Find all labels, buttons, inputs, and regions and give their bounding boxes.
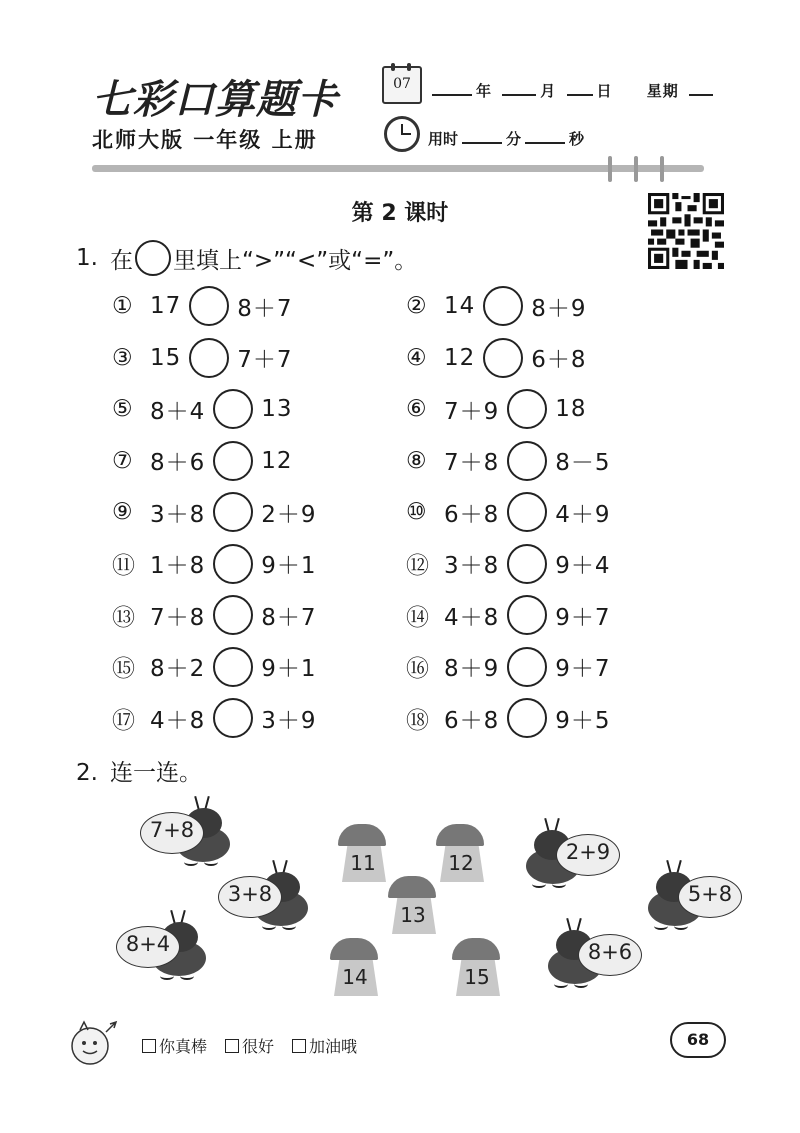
problem-left: 8＋6 [150, 450, 206, 476]
divider-peg [634, 156, 638, 182]
edition-label: 北师大版 一年级 上册 [92, 128, 318, 152]
answer-circle[interactable] [507, 441, 547, 481]
house-number: 15 [464, 965, 490, 989]
problem-right: 9＋4 [555, 553, 611, 579]
checkbox-icon[interactable] [225, 1039, 239, 1053]
calendar-label: 07 [393, 76, 411, 92]
problem-right: 9＋7 [555, 604, 611, 631]
house-number: 11 [350, 851, 376, 875]
problem-index: ⑫ [406, 553, 430, 579]
problem-right: 4＋9 [555, 501, 611, 528]
problem-left: 14 [444, 293, 476, 319]
question-1-text-before: 在 [109, 247, 133, 274]
problem-index: ⑦ [112, 447, 134, 474]
answer-circle[interactable] [507, 595, 547, 635]
comparison-problem [406, 336, 587, 380]
date-line [428, 80, 717, 101]
bee-expression: 5+8 [687, 882, 733, 906]
comparison-problem [406, 439, 611, 483]
comparison-problem [406, 696, 611, 740]
question-2-text: 连一连。 [109, 760, 202, 786]
problem-right: 9＋1 [261, 656, 317, 682]
answer-circle[interactable] [213, 595, 253, 635]
date-weekday-label: 星期 [646, 82, 679, 100]
clock-icon [384, 116, 420, 152]
problem-index: ③ [112, 344, 134, 371]
date-day-label: 日 [596, 82, 613, 100]
date-month-label: 月 [540, 82, 557, 100]
bee-expression: 3+8 [227, 882, 273, 906]
divider-peg [660, 156, 664, 182]
problem-right: 12 [261, 447, 293, 474]
comparison-problem [406, 387, 587, 431]
house-card[interactable] [450, 938, 504, 998]
bee-expression: 2+9 [565, 840, 611, 864]
answer-circle[interactable] [213, 544, 253, 584]
problem-right: 8＋7 [237, 295, 293, 322]
problem-left: 6＋8 [444, 501, 500, 528]
time-used-label: 用时 [428, 130, 459, 148]
comparison-problem [112, 336, 293, 380]
bee-expression: 7+8 [149, 818, 195, 842]
problem-right: 18 [555, 396, 587, 422]
problem-right: 9＋7 [555, 656, 611, 682]
problem-right: 8＋9 [531, 295, 587, 322]
header-divider [92, 165, 704, 172]
bee-card[interactable] [518, 818, 618, 898]
problem-right: 2＋9 [261, 501, 317, 528]
answer-circle[interactable] [507, 698, 547, 738]
problem-index: ⑨ [112, 499, 134, 525]
problem-index: ⑬ [112, 604, 136, 631]
question-1-number: 1. [76, 245, 98, 271]
problem-right: 8＋7 [261, 604, 317, 631]
problem-left: 4＋8 [150, 707, 206, 734]
page-number: 68 [670, 1022, 726, 1058]
problem-right: 6＋8 [531, 347, 587, 373]
rating-option[interactable]: 很好 [225, 1034, 274, 1057]
answer-circle[interactable] [213, 647, 253, 687]
problem-index: ⑰ [112, 707, 136, 734]
problem-left: 8＋4 [150, 398, 206, 425]
problem-index: ⑯ [406, 656, 430, 682]
comparison-problem [112, 645, 317, 689]
comparison-problem [112, 593, 317, 637]
problem-right: 9＋1 [261, 553, 317, 579]
answer-circle[interactable] [213, 441, 253, 481]
problem-index: ⑤ [112, 396, 134, 422]
problem-left: 3＋8 [444, 553, 500, 579]
comparison-problem [112, 284, 293, 328]
house-card[interactable] [336, 824, 390, 884]
comparison-problem [112, 387, 293, 431]
house-card[interactable] [328, 938, 382, 998]
problem-right: 3＋9 [261, 707, 317, 734]
answer-circle[interactable] [189, 286, 229, 326]
answer-circle[interactable] [507, 544, 547, 584]
bee-card[interactable] [540, 918, 640, 998]
comparison-problem [406, 542, 611, 586]
problem-left: 12 [444, 344, 476, 371]
problem-left: 15 [150, 344, 182, 371]
time-min-label: 分 [506, 130, 522, 148]
question-2-number: 2. [76, 760, 98, 786]
problem-right: 8－5 [555, 450, 611, 476]
answer-circle[interactable] [189, 338, 229, 378]
comparison-problem [406, 593, 611, 637]
house-number: 14 [342, 965, 368, 989]
problem-right: 7＋7 [237, 347, 293, 373]
time-sec-label: 秒 [569, 130, 585, 148]
checkbox-icon[interactable] [142, 1039, 156, 1053]
problem-index: ② [406, 293, 428, 319]
question-1-text-after: 里填上“>”“<”或“=”。 [172, 247, 418, 274]
problem-left: 4＋8 [444, 604, 500, 631]
comparison-problem [406, 490, 611, 534]
bee-card[interactable] [116, 910, 216, 990]
problem-right: 13 [261, 396, 293, 422]
problem-index: ⑮ [112, 656, 136, 682]
answer-circle[interactable] [507, 647, 547, 687]
problem-left: 7＋8 [444, 450, 500, 476]
problem-index: ⑥ [406, 396, 428, 422]
comparison-problem [112, 490, 317, 534]
problem-index: ⑭ [406, 604, 430, 631]
problem-right: 9＋5 [555, 707, 611, 734]
comparison-problem [112, 542, 317, 586]
answer-circle[interactable] [483, 286, 523, 326]
answer-circle[interactable] [507, 389, 547, 429]
date-year-label: 年 [476, 82, 493, 100]
problem-left: 8＋2 [150, 656, 206, 682]
house-number: 13 [400, 903, 426, 927]
house-card[interactable] [434, 824, 488, 884]
question-2-prompt [76, 754, 202, 787]
calendar-icon [382, 66, 422, 104]
bee-card[interactable] [640, 860, 740, 940]
question-1-prompt [76, 240, 417, 276]
problem-left: 1＋8 [150, 553, 206, 579]
problem-left: 8＋9 [444, 656, 500, 682]
time-used-line [428, 128, 584, 149]
rating-option[interactable]: 你真棒 [142, 1034, 207, 1057]
answer-circle-sample [135, 240, 171, 276]
house-number: 12 [448, 851, 474, 875]
lesson-title: 第 2 课时 [351, 201, 449, 226]
self-rating [142, 1034, 357, 1057]
checkbox-icon[interactable] [292, 1039, 306, 1053]
problem-left: 17 [150, 293, 182, 319]
comparison-problem [406, 284, 587, 328]
comparison-problem [112, 439, 293, 483]
comparison-problem [406, 645, 611, 689]
answer-circle[interactable] [507, 492, 547, 532]
house-card[interactable] [386, 876, 440, 936]
bee-card[interactable] [218, 860, 318, 940]
problem-index: ④ [406, 344, 428, 371]
problem-left: 6＋8 [444, 707, 500, 734]
problem-index: ⑧ [406, 447, 428, 474]
mascot-icon [66, 1018, 120, 1068]
answer-circle[interactable] [213, 698, 253, 738]
bee-expression: 8+6 [587, 940, 633, 964]
problem-index: ⑩ [406, 499, 428, 525]
divider-peg [608, 156, 612, 182]
brand-title: 七彩口算题卡 [92, 76, 338, 123]
problem-index: ⑪ [112, 553, 136, 579]
comparison-problem [112, 696, 317, 740]
problem-left: 7＋8 [150, 604, 206, 631]
problem-left: 3＋8 [150, 501, 206, 528]
answer-circle[interactable] [213, 389, 253, 429]
problem-index: ⑱ [406, 707, 430, 734]
bee-expression: 8+4 [125, 932, 171, 956]
rating-option[interactable]: 加油哦 [292, 1034, 357, 1057]
answer-circle[interactable] [213, 492, 253, 532]
problem-left: 7＋9 [444, 398, 500, 425]
answer-circle[interactable] [483, 338, 523, 378]
problem-index: ① [112, 293, 134, 319]
